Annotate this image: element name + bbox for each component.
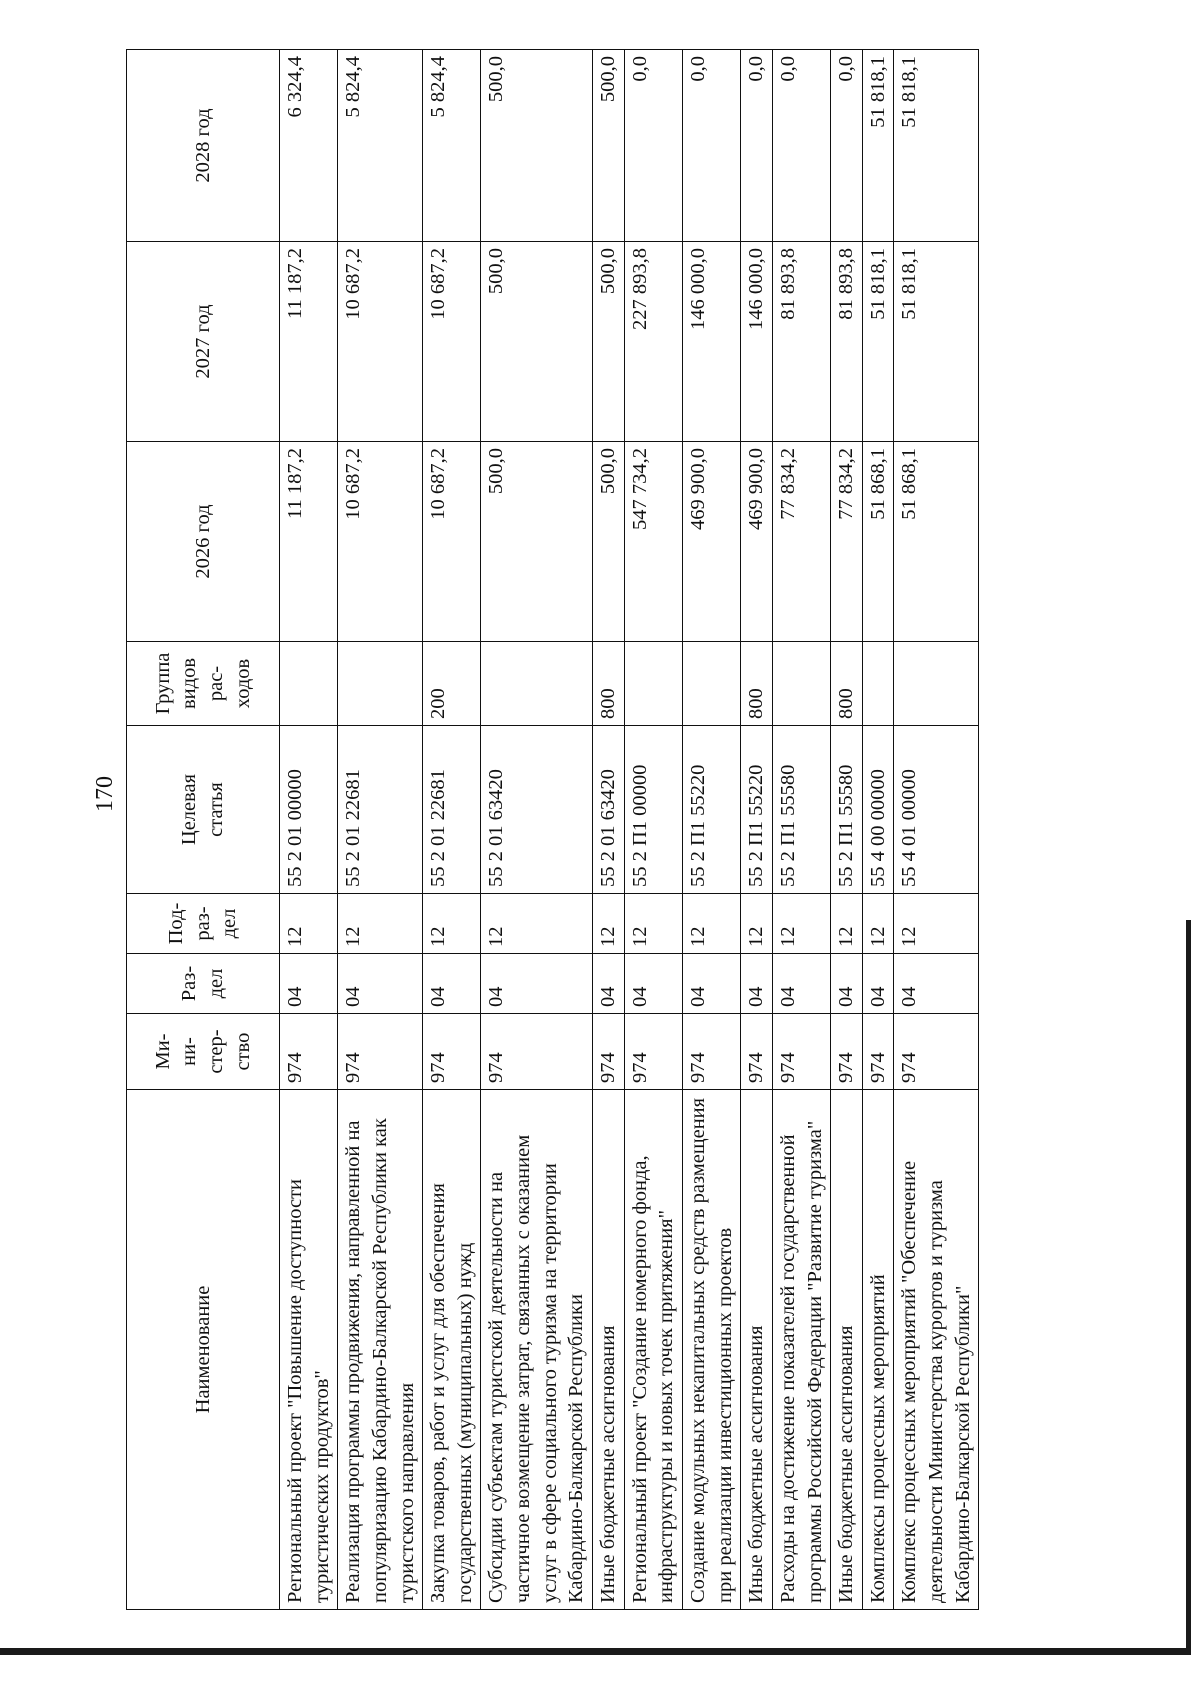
- cell-group: 800: [831, 642, 863, 726]
- cell-name: Региональный проект "Повышение доступности туристических продуктов": [280, 1090, 338, 1610]
- cell-razdel: 04: [481, 954, 593, 1014]
- cell-year-2026: 469 900,0: [741, 442, 773, 642]
- cell-ministry: 974: [831, 1014, 863, 1090]
- table-row: [831, 50, 863, 1610]
- cell-group: 800: [593, 642, 625, 726]
- cell-target: 55 2 01 63420: [481, 726, 593, 894]
- scan-artifact-line: [0, 1648, 1190, 1655]
- cell-ministry: 974: [338, 1014, 423, 1090]
- cell-year-2027: 146 000,0: [682, 242, 740, 442]
- table-row: [772, 50, 830, 1610]
- cell-razdel: 04: [741, 954, 773, 1014]
- cell-target: 55 2 П1 55220: [741, 726, 773, 894]
- table-row: [280, 50, 338, 1610]
- rotated-table-container: [126, 50, 1006, 1610]
- table-row: [894, 50, 979, 1610]
- cell-year-2027: 227 893,8: [624, 242, 682, 442]
- cell-year-2027: 500,0: [481, 242, 593, 442]
- header-ministry: Ми- ни- стер- ство: [127, 1014, 280, 1090]
- cell-target: 55 2 01 22681: [423, 726, 481, 894]
- cell-podrazdel: 12: [831, 894, 863, 954]
- cell-name: Реализация программы продвижения, направленной на популяризацию Кабардино-Балкарской Республики как туристского направления: [338, 1090, 423, 1610]
- cell-group: [338, 642, 423, 726]
- cell-group: [772, 642, 830, 726]
- cell-target: 55 2 П1 55580: [772, 726, 830, 894]
- cell-podrazdel: 12: [593, 894, 625, 954]
- cell-name: Субсидии субъектам туристской деятельности на частичное возмещение затрат, связанных с оказанием услуг в сфере социального туризма на территории Кабардино-Балкарской Республики: [481, 1090, 593, 1610]
- cell-year-2026: 77 834,2: [772, 442, 830, 642]
- cell-year-2028: 5 824,4: [423, 50, 481, 242]
- cell-podrazdel: 12: [280, 894, 338, 954]
- cell-podrazdel: 12: [423, 894, 481, 954]
- cell-target: 55 4 00 00000: [862, 726, 894, 894]
- cell-year-2027: 10 687,2: [423, 242, 481, 442]
- cell-year-2028: 51 818,1: [862, 50, 894, 242]
- cell-year-2027: 10 687,2: [338, 242, 423, 442]
- scan-artifact-edge: [1186, 920, 1191, 1655]
- cell-year-2026: 500,0: [593, 442, 625, 642]
- cell-year-2026: 500,0: [481, 442, 593, 642]
- cell-year-2028: 0,0: [624, 50, 682, 242]
- cell-name: Создание модульных некапитальных средств размещения при реализации инвестиционных проектов: [682, 1090, 740, 1610]
- cell-name: Иные бюджетные ассигнования: [831, 1090, 863, 1610]
- cell-podrazdel: 12: [772, 894, 830, 954]
- cell-target: 55 2 П1 55220: [682, 726, 740, 894]
- header-group: Группа видов рас- ходов: [127, 642, 280, 726]
- table-row: [593, 50, 625, 1610]
- cell-podrazdel: 12: [862, 894, 894, 954]
- cell-target: 55 2 01 63420: [593, 726, 625, 894]
- cell-podrazdel: 12: [481, 894, 593, 954]
- table-row: [682, 50, 740, 1610]
- cell-year-2026: 77 834,2: [831, 442, 863, 642]
- cell-target: 55 4 01 00000: [894, 726, 979, 894]
- cell-target: 55 2 П1 55580: [831, 726, 863, 894]
- cell-year-2026: 51 868,1: [894, 442, 979, 642]
- cell-name: Закупка товаров, работ и услуг для обеспечения государственных (муниципальных) нужд: [423, 1090, 481, 1610]
- header-razdel: Раз- дел: [127, 954, 280, 1014]
- cell-ministry: 974: [593, 1014, 625, 1090]
- table-row: [423, 50, 481, 1610]
- cell-year-2028: 0,0: [831, 50, 863, 242]
- table-row: [624, 50, 682, 1610]
- cell-ministry: 974: [894, 1014, 979, 1090]
- cell-year-2028: 500,0: [593, 50, 625, 242]
- cell-group: [894, 642, 979, 726]
- cell-name: Комплекс процессных мероприятий "Обеспечение деятельности Министерства курортов и туризма Кабардино-Балкарской Республики": [894, 1090, 979, 1610]
- cell-razdel: 04: [772, 954, 830, 1014]
- cell-target: 55 2 01 00000: [280, 726, 338, 894]
- cell-year-2026: 10 687,2: [338, 442, 423, 642]
- cell-name: Иные бюджетные ассигнования: [593, 1090, 625, 1610]
- cell-year-2026: 469 900,0: [682, 442, 740, 642]
- cell-year-2027: 81 893,8: [772, 242, 830, 442]
- header-row: [127, 50, 280, 1610]
- cell-razdel: 04: [624, 954, 682, 1014]
- cell-podrazdel: 12: [741, 894, 773, 954]
- cell-name: Региональный проект "Создание номерного фонда, инфраструктуры и новых точек притяжения": [624, 1090, 682, 1610]
- cell-razdel: 04: [593, 954, 625, 1014]
- cell-year-2027: 146 000,0: [741, 242, 773, 442]
- cell-year-2027: 11 187,2: [280, 242, 338, 442]
- cell-razdel: 04: [423, 954, 481, 1014]
- cell-ministry: 974: [423, 1014, 481, 1090]
- header-podrazdel: Под- раз- дел: [127, 894, 280, 954]
- cell-year-2028: 5 824,4: [338, 50, 423, 242]
- cell-year-2028: 500,0: [481, 50, 593, 242]
- cell-ministry: 974: [682, 1014, 740, 1090]
- header-target: Целевая статья: [127, 726, 280, 894]
- cell-year-2028: 0,0: [741, 50, 773, 242]
- cell-razdel: 04: [862, 954, 894, 1014]
- cell-razdel: 04: [894, 954, 979, 1014]
- cell-podrazdel: 12: [624, 894, 682, 954]
- cell-year-2028: 51 818,1: [894, 50, 979, 242]
- cell-ministry: 974: [624, 1014, 682, 1090]
- cell-razdel: 04: [682, 954, 740, 1014]
- cell-target: 55 2 01 22681: [338, 726, 423, 894]
- header-name: Наименование: [127, 1090, 280, 1610]
- cell-group: 200: [423, 642, 481, 726]
- cell-target: 55 2 П1 00000: [624, 726, 682, 894]
- table-row: [741, 50, 773, 1610]
- header-year-2028: 2028 год: [127, 50, 280, 242]
- cell-ministry: 974: [862, 1014, 894, 1090]
- cell-razdel: 04: [280, 954, 338, 1014]
- table-body: [280, 50, 979, 1610]
- budget-table: [126, 49, 979, 1610]
- table-row: [338, 50, 423, 1610]
- table-row: [481, 50, 593, 1610]
- cell-year-2027: 51 818,1: [862, 242, 894, 442]
- cell-group: 800: [741, 642, 773, 726]
- cell-year-2027: 500,0: [593, 242, 625, 442]
- cell-year-2026: 11 187,2: [280, 442, 338, 642]
- table-row: [862, 50, 894, 1610]
- cell-group: [682, 642, 740, 726]
- cell-name: Расходы на достижение показателей государственной программы Российской Федерации "Развитие туризма": [772, 1090, 830, 1610]
- header-year-2027: 2027 год: [127, 242, 280, 442]
- cell-ministry: 974: [481, 1014, 593, 1090]
- cell-group: [280, 642, 338, 726]
- cell-podrazdel: 12: [338, 894, 423, 954]
- cell-year-2027: 81 893,8: [831, 242, 863, 442]
- header-year-2026: 2026 год: [127, 442, 280, 642]
- cell-group: [624, 642, 682, 726]
- cell-razdel: 04: [831, 954, 863, 1014]
- cell-ministry: 974: [280, 1014, 338, 1090]
- cell-year-2026: 547 734,2: [624, 442, 682, 642]
- cell-name: Комплексы процессных мероприятий: [862, 1090, 894, 1610]
- table-header: [127, 50, 280, 1610]
- cell-year-2028: 6 324,4: [280, 50, 338, 242]
- page-number: 170: [92, 776, 118, 812]
- cell-year-2028: 0,0: [682, 50, 740, 242]
- cell-ministry: 974: [741, 1014, 773, 1090]
- cell-name: Иные бюджетные ассигнования: [741, 1090, 773, 1610]
- cell-razdel: 04: [338, 954, 423, 1014]
- cell-ministry: 974: [772, 1014, 830, 1090]
- cell-group: [862, 642, 894, 726]
- cell-podrazdel: 12: [682, 894, 740, 954]
- cell-year-2028: 0,0: [772, 50, 830, 242]
- cell-year-2026: 51 868,1: [862, 442, 894, 642]
- cell-podrazdel: 12: [894, 894, 979, 954]
- cell-group: [481, 642, 593, 726]
- cell-year-2026: 10 687,2: [423, 442, 481, 642]
- cell-year-2027: 51 818,1: [894, 242, 979, 442]
